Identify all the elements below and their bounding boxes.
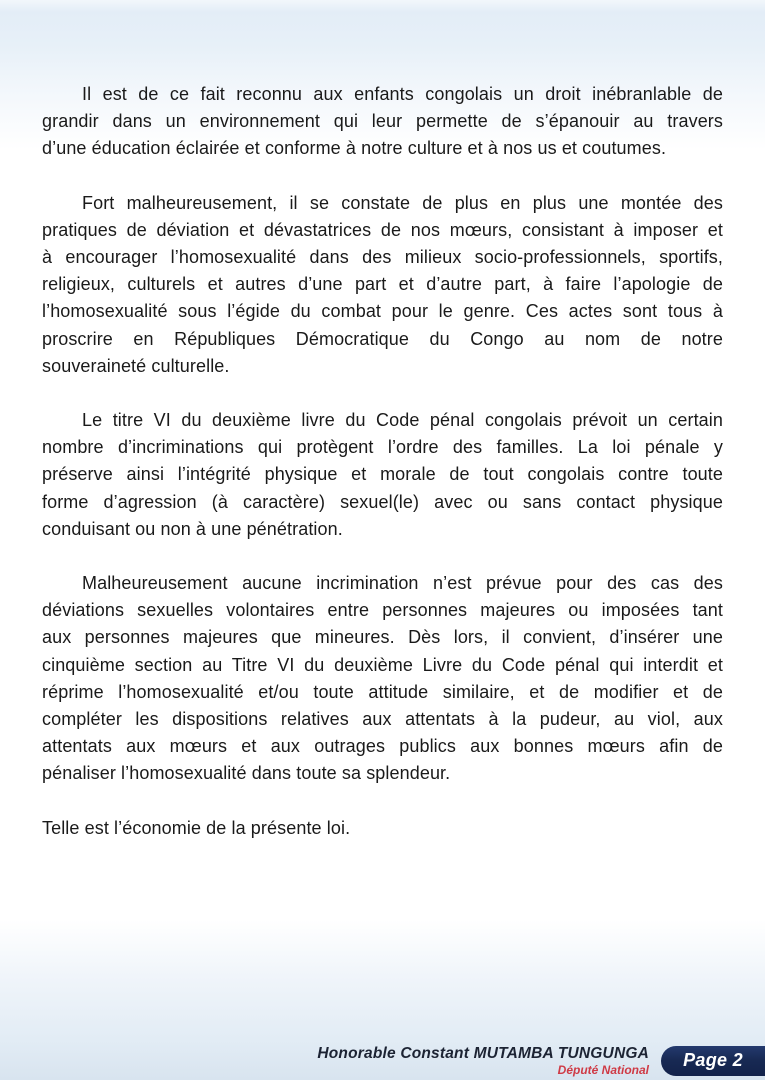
text-line: réprime l’homosexualité et/ou toute attitude similaire, et de modifier et de: [42, 681, 723, 702]
text-line: Fort malheureusement, il se constate de plus en plus une montée des: [82, 192, 723, 213]
text-line: Il est de ce fait reconnu aux enfants congolais un droit inébranlable de: [82, 84, 723, 104]
paragraph: [42, 81, 723, 163]
text-line: nombre d’incriminations qui protègent l’ordre des familles. La loi pénale y: [42, 437, 723, 458]
text-line: forme d’agression (à caractère) sexuel(le) avec ou sans contact physique: [42, 491, 723, 512]
text-line: Le titre VI du deuxième livre du Code pénal congolais prévoit un certain: [82, 410, 723, 431]
text-line: Malheureusement aucune incrimination n’est prévue pour des cas des: [82, 573, 723, 594]
page-number-badge: [661, 1046, 765, 1076]
text-line: proscrire en Républiques Démocratique du Congo au nom de notre: [42, 328, 723, 349]
paragraph: [42, 815, 723, 842]
footer-author-role: Député National: [557, 1063, 649, 1077]
text-line: Telle est l’économie de la présente loi.: [42, 817, 351, 838]
text-line: aux personnes majeures que mineures. Dès lors, il convient, d’insérer une: [42, 627, 723, 648]
text-line: préserve ainsi l’intégrité physique et morale de tout congolais contre toute: [42, 464, 723, 485]
text-line: déviations sexuelles volontaires entre personnes majeures ou imposées tant: [42, 600, 723, 621]
text-line: d’une éducation éclairée et conforme à notre culture et à nos us et coutumes.: [42, 138, 667, 159]
text-line: l’homosexualité sous l’égide du combat pour le genre. Ces actes sont tous à: [42, 301, 723, 322]
text-line: cinquième section au Titre VI du deuxième Livre du Code pénal qui interdit et: [42, 654, 723, 675]
text-line: compléter les dispositions relatives aux attentats à la pudeur, au viol, aux: [42, 709, 723, 730]
footer-credit: [317, 1045, 649, 1077]
text-line: conduisant ou non à une pénétration.: [42, 518, 343, 539]
text-line: à encourager l’homosexualité dans des milieux socio-professionnels, sportifs,: [42, 247, 723, 268]
paragraph: [42, 407, 723, 543]
paragraph: [42, 190, 723, 380]
text-line: grandir dans un environnement qui leur permette de s’épanouir au travers: [42, 111, 723, 132]
paragraph: [42, 570, 723, 788]
footer-author-name: Honorable Constant MUTAMBA TUNGUNGA: [317, 1045, 649, 1062]
text-line: pénaliser l’homosexualité dans toute sa splendeur.: [42, 763, 451, 784]
page-footer: [0, 1000, 765, 1080]
page-number-label: Page 2: [683, 1049, 743, 1070]
document-body: [42, 81, 723, 842]
text-line: religieux, culturels et autres d’une part et d’autre part, à faire l’apologie de: [42, 274, 723, 295]
text-line: attentats aux mœurs et aux outrages publics aux bonnes mœurs afin de: [42, 736, 723, 757]
text-line: pratiques de déviation et dévastatrices de nos mœurs, consistant à imposer et: [42, 219, 723, 240]
text-line: souveraineté culturelle.: [42, 355, 230, 376]
